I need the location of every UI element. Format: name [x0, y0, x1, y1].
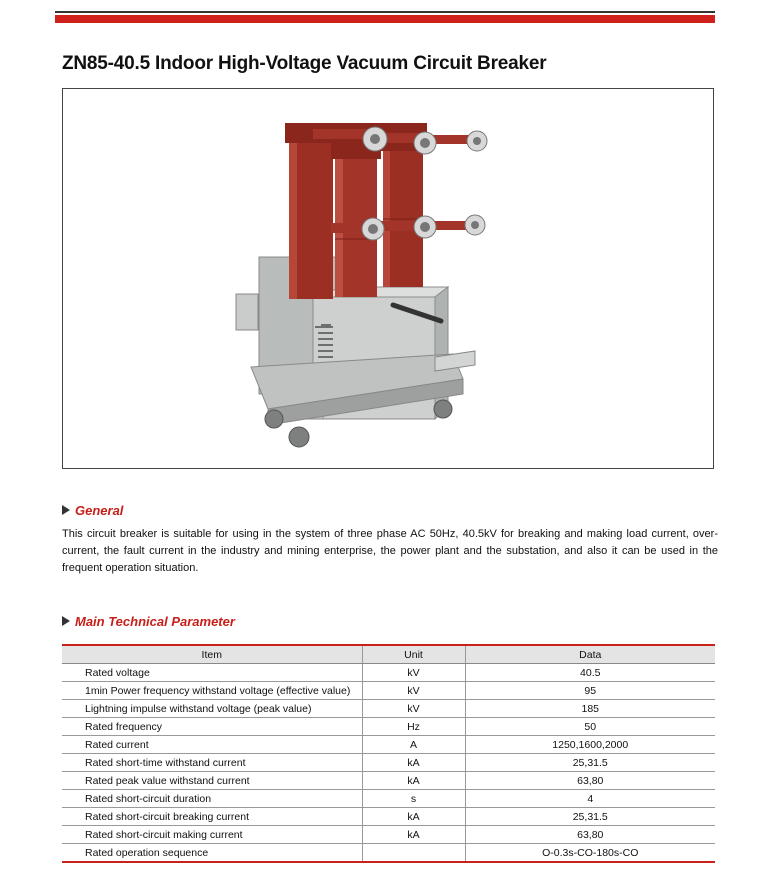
parameters-table — [62, 644, 715, 863]
column-header-data: Data — [465, 645, 715, 664]
triangle-bullet-icon — [62, 505, 70, 515]
cell-unit: kA — [362, 808, 465, 826]
cell-data: 63,80 — [465, 826, 715, 844]
general-description: This circuit breaker is suitable for using in the system of three phase AC 50Hz, 40.5kV for breaking and making load current, over-current, the fault current in the industry and mining enterprise, the power plant and the substation, and also it can be used in the frequent operation situation. — [62, 528, 718, 574]
table-row — [62, 826, 715, 844]
triangle-bullet-icon — [62, 616, 70, 626]
header-red-band — [55, 15, 715, 23]
cell-data: 50 — [465, 718, 715, 736]
cell-unit: Hz — [362, 718, 465, 736]
page-title: ZN85-40.5 Indoor High-Voltage Vacuum Circuit Breaker — [62, 53, 547, 74]
table-row — [62, 844, 715, 863]
cell-item: Rated voltage — [62, 664, 362, 682]
table-row — [62, 808, 715, 826]
cell-unit: A — [362, 736, 465, 754]
table-header-row — [62, 645, 715, 664]
cell-data: O-0.3s-CO-180s-CO — [465, 844, 715, 863]
table-row — [62, 718, 715, 736]
cell-data: 40.5 — [465, 664, 715, 682]
cell-item: Rated operation sequence — [62, 844, 362, 863]
cell-unit: kV — [362, 700, 465, 718]
product-photo-frame — [62, 88, 714, 469]
table-row — [62, 754, 715, 772]
cell-item: Rated short-circuit making current — [62, 826, 362, 844]
cell-unit: s — [362, 790, 465, 808]
cell-data: 63,80 — [465, 772, 715, 790]
table-row — [62, 664, 715, 682]
cell-item: Lightning impulse withstand voltage (peak value) — [62, 700, 362, 718]
table-row — [62, 700, 715, 718]
header-dark-rule — [55, 11, 715, 13]
cell-unit — [362, 844, 465, 863]
cell-data: 25,31.5 — [465, 808, 715, 826]
table-row — [62, 790, 715, 808]
cell-item: Rated peak value withstand current — [62, 772, 362, 790]
table-row — [62, 682, 715, 700]
cell-unit: kV — [362, 682, 465, 700]
table-row — [62, 736, 715, 754]
general-heading — [62, 503, 123, 518]
cell-unit: kA — [362, 826, 465, 844]
cell-unit: kV — [362, 664, 465, 682]
parameters-heading — [62, 614, 235, 629]
cell-item: Rated short-circuit duration — [62, 790, 362, 808]
table-row — [62, 772, 715, 790]
cell-item: Rated frequency — [62, 718, 362, 736]
column-header-unit: Unit — [362, 645, 465, 664]
cell-data: 95 — [465, 682, 715, 700]
cell-unit: kA — [362, 754, 465, 772]
cell-item: Rated current — [62, 736, 362, 754]
cell-item: Rated short-circuit breaking current — [62, 808, 362, 826]
parameters-heading-label: Main Technical Parameter — [75, 614, 235, 629]
cell-data: 25,31.5 — [465, 754, 715, 772]
column-header-item: Item — [62, 645, 362, 664]
general-heading-label: General — [75, 503, 124, 518]
circuit-breaker-image — [63, 89, 713, 468]
cell-data: 185 — [465, 700, 715, 718]
cell-item: Rated short-time withstand current — [62, 754, 362, 772]
cell-unit: kA — [362, 772, 465, 790]
cell-data: 1250,1600,2000 — [465, 736, 715, 754]
cell-item: 1min Power frequency withstand voltage (effective value) — [62, 682, 362, 700]
cell-data: 4 — [465, 790, 715, 808]
